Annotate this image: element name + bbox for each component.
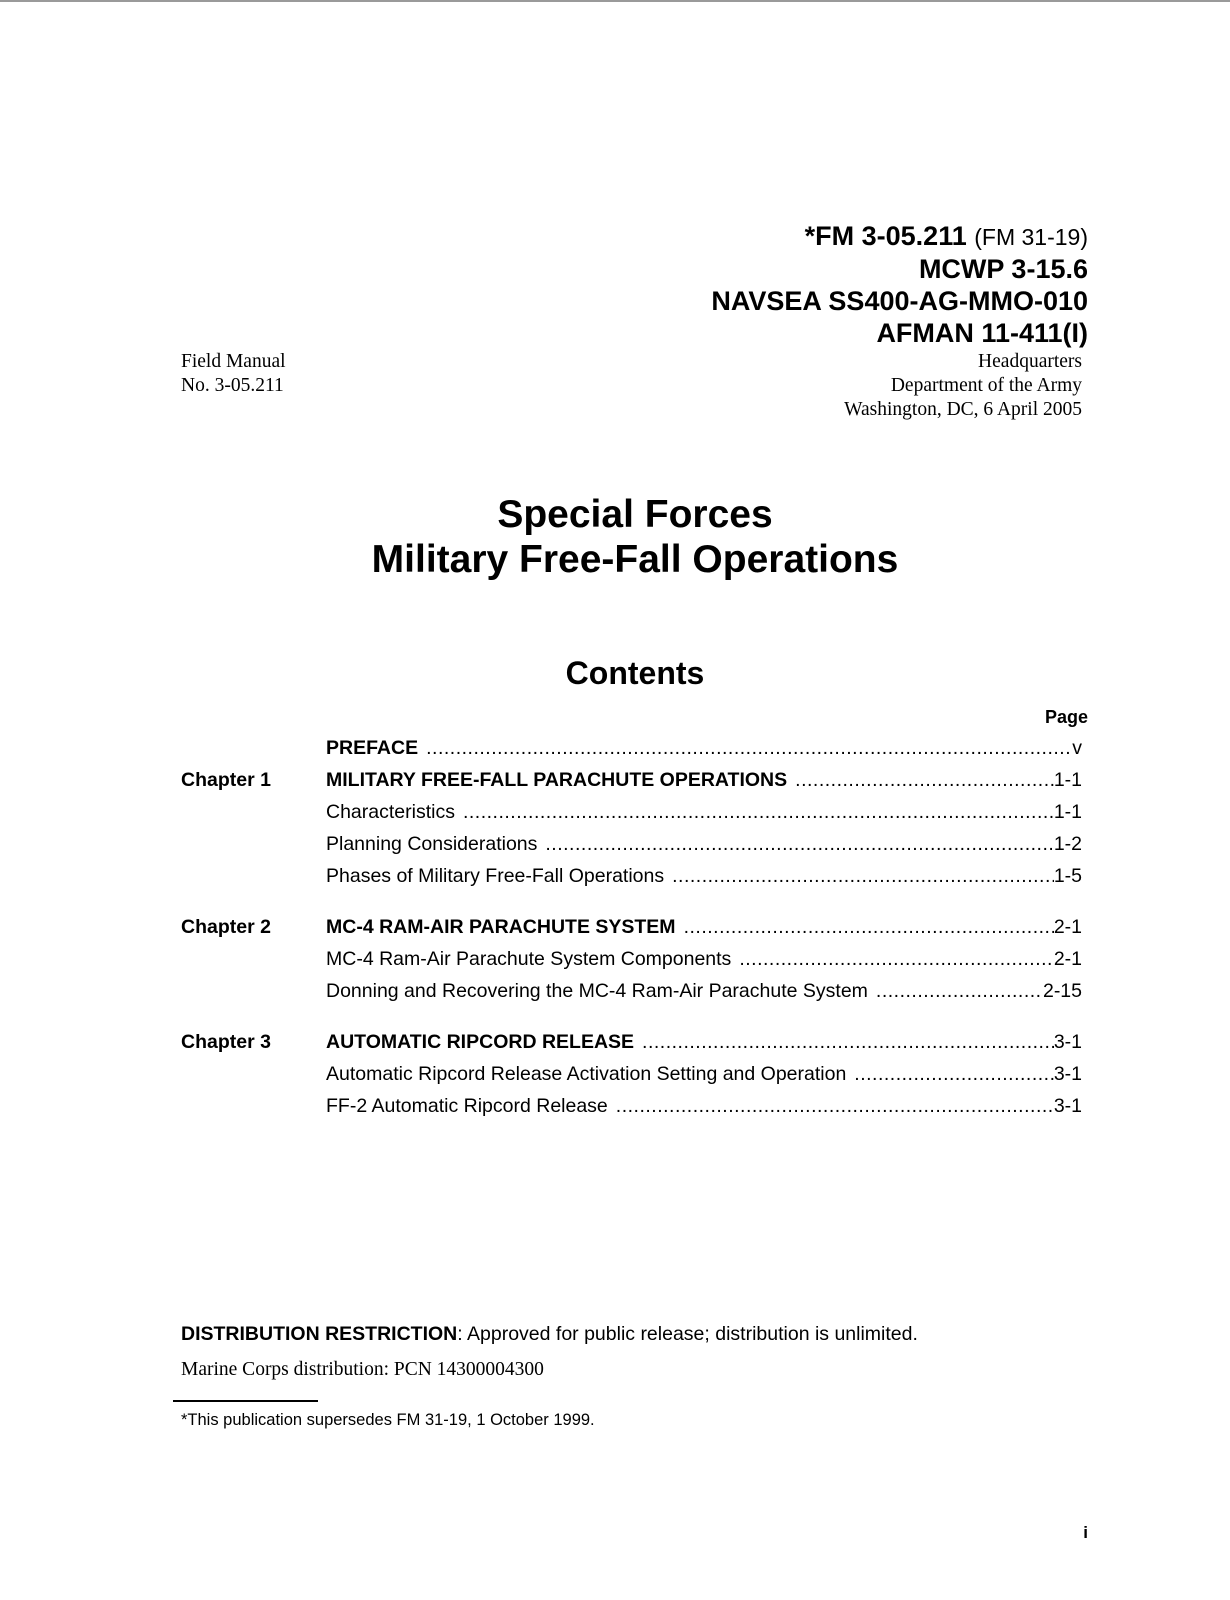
toc-chapter-1[interactable]: MILITARY FREE-FALL PARACHUTE OPERATIONS ..... 1-1 bbox=[326, 768, 1082, 792]
designator-mcwp: MCWP 3-15.6 bbox=[918, 254, 1088, 284]
footnote-rule bbox=[173, 1400, 318, 1402]
toc-entry[interactable]: Automatic Ripcord Release Activation Setting and Operation ..... 3-1 bbox=[326, 1062, 1082, 1086]
toc-entry[interactable]: FF-2 Automatic Ripcord Release ..... 3-1 bbox=[326, 1094, 1082, 1118]
toc-entry[interactable]: Planning Considerations ..... 1-2 bbox=[326, 832, 1082, 856]
designator-fm: *FM 3-05.211 (FM 31-19) bbox=[804, 221, 1088, 251]
chapter-3-label: Chapter 3 bbox=[181, 1031, 271, 1053]
page-number: i bbox=[1083, 1523, 1088, 1542]
top-border bbox=[0, 0, 1230, 2]
chapter-1-label: Chapter 1 bbox=[181, 769, 271, 791]
marine-corps-distribution: Marine Corps distribution: PCN 14300004300 bbox=[181, 1359, 544, 1380]
document-title: Special Forces Military Free-Fall Operations bbox=[371, 493, 899, 581]
chapter-2-label: Chapter 2 bbox=[181, 916, 271, 938]
toc-entry[interactable]: Characteristics ..... 1-1 bbox=[326, 800, 1082, 824]
page-column-label: Page bbox=[1044, 707, 1088, 727]
headquarters-block: Headquarters Department of the Army Washington, DC, 6 April 2005 bbox=[844, 351, 1082, 420]
designator-navsea: NAVSEA SS400-AG-MMO-010 bbox=[711, 286, 1088, 316]
toc-chapter-3[interactable]: AUTOMATIC RIPCORD RELEASE ..... 3-1 bbox=[326, 1030, 1082, 1054]
toc-chapter-2[interactable]: MC-4 RAM-AIR PARACHUTE SYSTEM ..... 2-1 bbox=[326, 915, 1082, 939]
distribution-restriction: DISTRIBUTION RESTRICTION: Approved for public release; distribution is unlimited. bbox=[181, 1323, 918, 1345]
designator-afman: AFMAN 11-411(I) bbox=[876, 318, 1088, 348]
toc-preface[interactable]: PREFACE ..... v bbox=[326, 736, 1082, 760]
toc-entry[interactable]: MC-4 Ram-Air Parachute System Components ..... 2-1 bbox=[326, 947, 1082, 971]
toc-entry[interactable]: Donning and Recovering the MC-4 Ram-Air Parachute System ..... 2-15 bbox=[326, 979, 1082, 1003]
toc-entry[interactable]: Phases of Military Free-Fall Operations ..... 1-5 bbox=[326, 864, 1082, 888]
footnote: *This publication supersedes FM 31-19, 1 October 1999. bbox=[181, 1411, 595, 1429]
publication-designators bbox=[711, 220, 1088, 349]
contents-heading: Contents bbox=[565, 655, 705, 691]
field-manual-number: Field Manual No. 3-05.211 bbox=[181, 351, 286, 396]
